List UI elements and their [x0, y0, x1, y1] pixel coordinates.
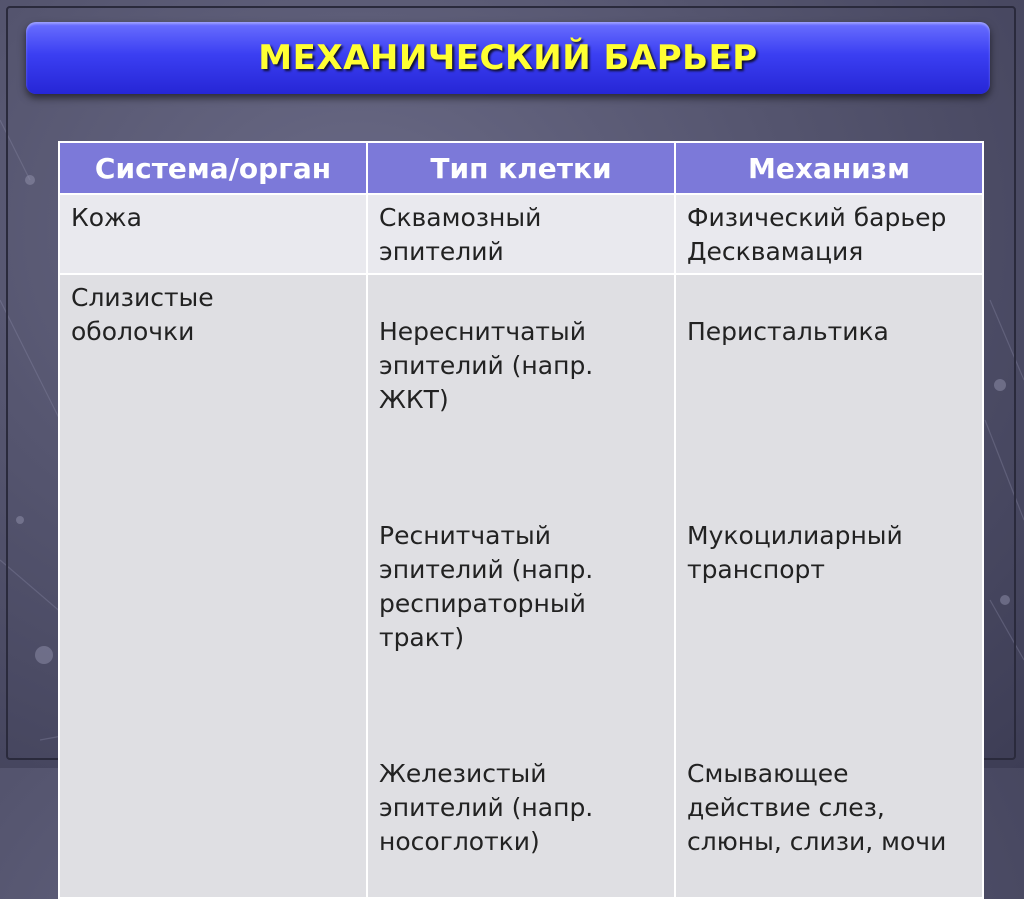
cell-type-entry: Нереснитчатый эпителий (напр. ЖКТ) [379, 317, 594, 414]
cell-organ: Кожа [59, 194, 367, 274]
header-cell-type: Тип клетки [367, 142, 675, 194]
cell-type-entry: Железистый эпителий (напр. носоглотки) [379, 759, 594, 856]
mechanism-entry: Мукоцилиарный транспорт [687, 521, 903, 584]
cell-mechanisms [675, 274, 983, 898]
header-mechanism: Механизм [675, 142, 983, 194]
cell-organ: Слизистые оболочки [59, 274, 367, 898]
mechanism-entry: Перистальтика [687, 317, 889, 346]
header-system-organ: Система/орган [59, 142, 367, 194]
slide-title: МЕХАНИЧЕСКИЙ БАРЬЕР [258, 38, 758, 78]
cell-cell-type: Сквамозный эпителий [367, 194, 675, 274]
table-header-row [59, 142, 983, 194]
cell-cell-types [367, 274, 675, 898]
table-row [59, 194, 983, 274]
barrier-table [58, 141, 984, 899]
table-row [59, 274, 983, 898]
title-banner [26, 22, 990, 94]
cell-type-entry: Реснитчатый эпителий (напр. респираторный тракт) [379, 521, 594, 652]
mechanism-entry: Смывающее действие слез, слюны, слизи, мочи [687, 759, 947, 856]
cell-mechanism: Физический барьер Десквамация [675, 194, 983, 274]
